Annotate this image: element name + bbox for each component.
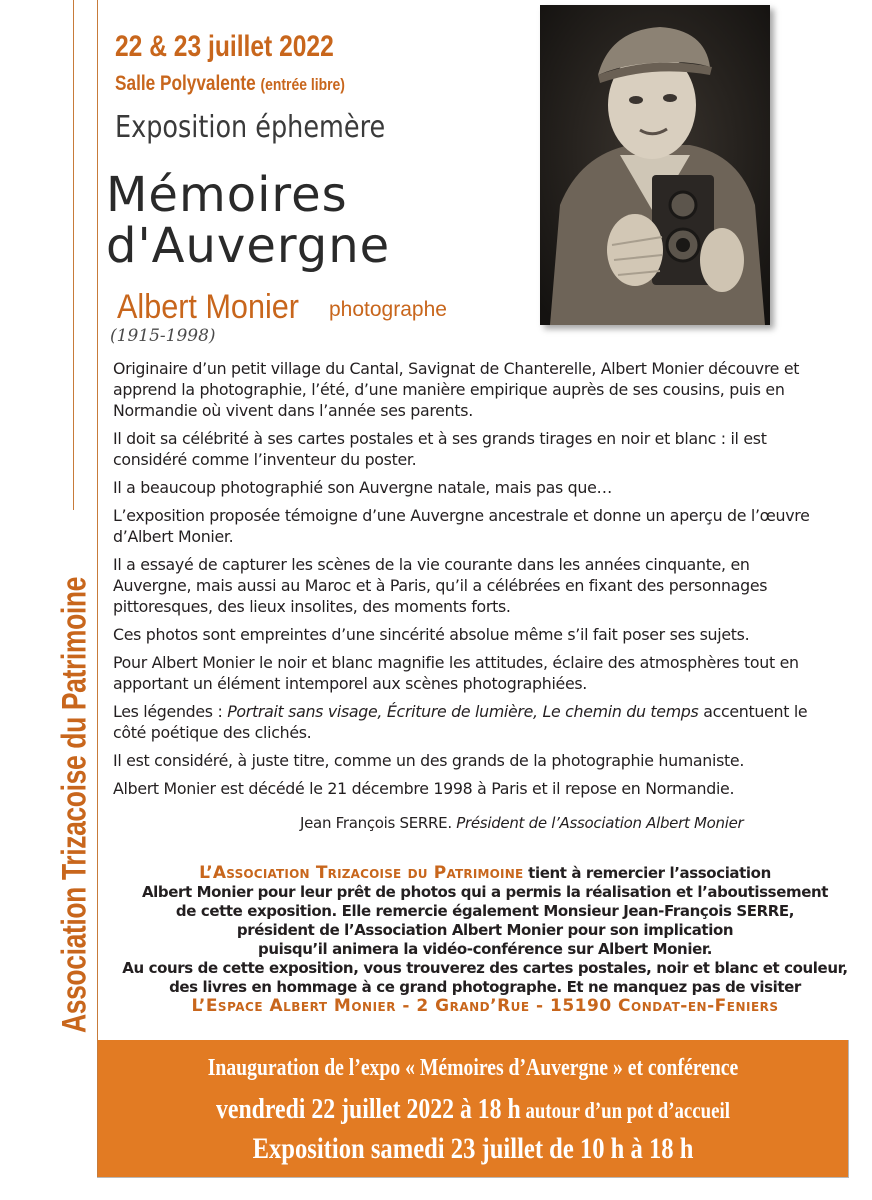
banner-line-2 (166, 1093, 781, 1126)
signature-role: Président de l’Association Albert Monier (456, 814, 744, 832)
legend-intro: Les légendes : (113, 702, 228, 721)
artist-dates: (1915-1998) (110, 326, 216, 346)
sidebar-association-title: Association Trizacoise du Patrimoine (55, 576, 94, 1034)
signature-separator: . (447, 814, 457, 832)
thanks-line-7: des livres en hommage à ce grand photographe. Et ne manquez pas de visiter (169, 978, 801, 996)
bottom-frame-line (97, 1177, 849, 1178)
paragraph: Il doit sa célébrité à ses cartes postales et à ses grands tirages en noir et blanc : il est considéré comme l’inventeur du poster. (113, 429, 767, 469)
article-body (113, 358, 813, 806)
banner-line-3: Exposition samedi 23 juillet de 10 h à 18 h (252, 1132, 694, 1165)
paragraph: Il a essayé de capturer les scènes de la vie courante dans les années cinquante, en Auvergne, mais aussi au Maroc et à Paris, qu’il a célébrées en fixant des personnages pittoresques, des lieux insolites, des moments forts. (113, 555, 768, 616)
venue-name: Salle Polyvalente (115, 72, 256, 95)
paragraph: L’exposition proposée témoigne d’une Auvergne ancestrale et donne un aperçu de l’œuvre d’Albert Monier. (113, 506, 810, 546)
banner-line-2-main: vendredi 22 juillet 2022 à 18 h (215, 1093, 521, 1125)
exhibition-label: Exposition éphemère (115, 110, 386, 145)
legend-outro: accentuent le côté poétique des clichés. (113, 702, 808, 742)
page-title-line1: Mémoires (106, 167, 348, 223)
thanks-line-2: Albert Monier pour leur prêt de photos qui a permis la réalisation et l’aboutissement (141, 883, 829, 901)
portrait-illustration (540, 5, 770, 325)
thanks-line-1 (110, 864, 860, 883)
association-thanks (110, 864, 860, 1016)
paragraph: Originaire d’un petit village du Cantal, Savignat de Chanterelle, Albert Monier découvre et apprend la photographie, l’été, d’une manière empirique auprès de ses cousins, puis en Normandie où vivent dans l’année ses parents. (113, 359, 800, 420)
thanks-line-6: Au cours de cette exposition, vous trouverez des cartes postales, noir et blanc et couleur, (122, 959, 848, 977)
venue-note: (entrée libre) (260, 75, 345, 94)
thanks-line-5: puisqu’il animera la vidéo-conférence sur Albert Monier. (257, 940, 712, 958)
thanks-line-3: de cette exposition. Elle remercie également Monsieur Jean-François SERRE, (175, 902, 795, 920)
paragraph (113, 701, 813, 743)
banner-line-1: Inauguration de l’expo « Mémoires d’Auvergne » et conférence (207, 1055, 739, 1081)
association-name: L’Association Trizacoise du Patrimoine (199, 863, 524, 883)
paragraph: Il a beaucoup photographié son Auvergne natale, mais pas que… (113, 478, 613, 497)
thanks-line-4: président de l’Association Albert Monier pour son implication (236, 921, 734, 939)
espace-address: L’Espace Albert Monier - 2 Grand’Rue - 15190 Condat-en-Feniers (191, 996, 779, 1016)
paragraph: Pour Albert Monier le noir et blanc magnifie les attitudes, éclaire des atmosphères tout en apportant un élément intemporel aux scènes photographiées. (113, 653, 799, 693)
event-venue (115, 72, 345, 96)
paragraph: Albert Monier est décédé le 21 décembre 1998 à Paris et il repose en Normandie. (113, 779, 735, 798)
thanks-line-1-text: tient à remercier l’association (523, 864, 771, 882)
artist-name: Albert Monier (117, 288, 299, 326)
signature-name: Jean François SERRE (300, 814, 448, 832)
event-banner (98, 1040, 848, 1177)
page-title-line2: d'Auvergne (106, 218, 391, 274)
paragraph: Il est considéré, à juste titre, comme un des grands de la photographie humaniste. (113, 751, 745, 770)
artist-role: photographe (329, 298, 447, 321)
side-decorative-line (73, 0, 74, 510)
paragraph: Ces photos sont empreintes d’une sincérité absolue même s’il fait poser ses sujets. (113, 625, 750, 644)
artist-portrait-photo (540, 5, 770, 325)
signature (300, 814, 743, 832)
legend-titles: Portrait sans visage, Écriture de lumière, Le chemin du temps (227, 702, 699, 721)
event-date: 22 & 23 juillet 2022 (115, 30, 334, 63)
artist-heading (117, 288, 447, 327)
banner-line-2-small: autour d’un pot d’accueil (520, 1098, 730, 1123)
right-frame-line (848, 1040, 849, 1178)
